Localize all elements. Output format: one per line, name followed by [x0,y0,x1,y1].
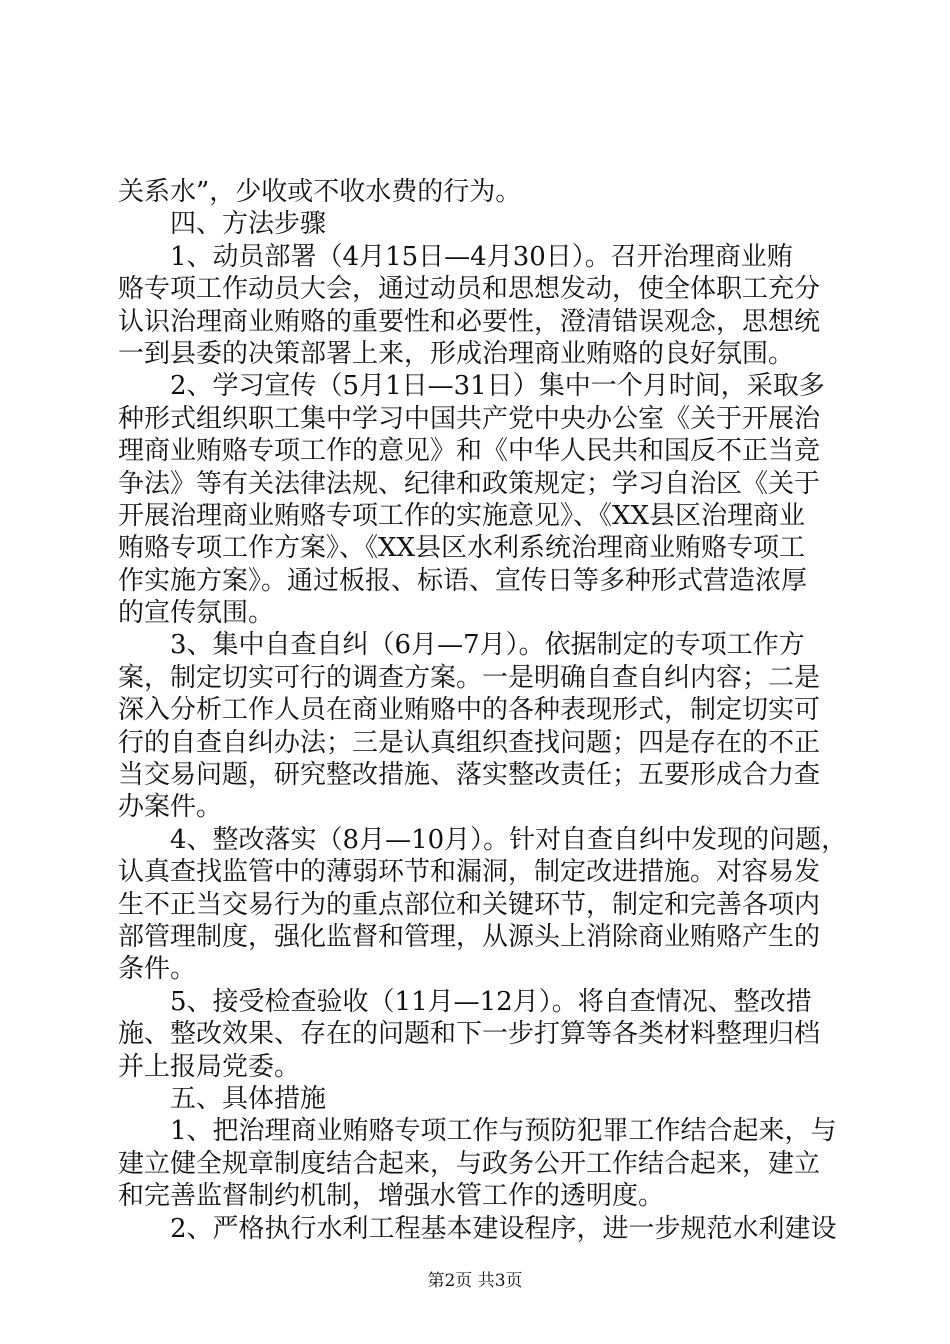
text-line: 案，制定切实可行的调查方案。一是明确自查自纠内容；二是 [118,662,821,693]
text-line: 5、接受检查验收（11月—12月）。将自查情况、整改措 [170,986,812,1017]
text-line: 的宣传氛围。 [118,598,275,629]
text-line: 开展治理商业贿赂专项工作的实施意见》、《XX县区治理商业 [118,500,806,531]
text-line: 种形式组织职工集中学习中国共产党中央办公室《关于开展治 [118,403,821,434]
text-line: 1、把治理商业贿赂专项工作与预防犯罪工作结合起来，与 [170,1116,837,1147]
text-line: 办案件。 [118,792,223,823]
text-line: 认真查找监管中的薄弱环节和漏洞，制定改进措施。对容易发 [118,857,821,888]
text-line: 一到县委的决策部署上来，形成治理商业贿赂的良好氛围。 [118,338,795,369]
text-line: 并上报局党委。 [118,1051,301,1082]
text-line: 3、集中自查自纠（6月—7月）。依据制定的专项工作方 [170,630,805,661]
text-line: 争法》等有关法律法规、纪律和政策规定；学习自治区《关于 [118,468,821,499]
text-line: 深入分析工作人员在商业贿赂中的各种表现形式，制定切实可 [118,695,821,726]
text-line: 理商业贿赂专项工作的意见》和《中华人民共和国反不正当竞 [118,436,821,467]
text-line: 行的自查自纠办法；三是认真组织查找问题；四是存在的不正 [118,727,821,758]
text-line: 认识治理商业贿赂的重要性和必要性，澄清错误观念，思想统 [118,306,821,337]
text-line: 2、严格执行水利工程基本建设程序，进一步规范水利建设 [170,1213,837,1244]
text-line: 4、整改落实（8月—10月）。针对自查自纠中发现的问题， [170,824,848,855]
text-line: 建立健全规章制度结合起来，与政务公开工作结合起来，建立 [118,1148,821,1179]
text-line: 条件。 [118,954,197,985]
page-footer: 第2页 共3页 [427,1271,523,1291]
text-line: 关系水”，少收或不收水费的行为。 [118,177,522,207]
document-body [118,176,848,1245]
text-line: 贿赂专项工作方案》、《XX县区水利系统治理商业贿赂专项工 [118,533,806,564]
text-line: 赂专项工作动员大会，通过动员和思想发动，使全体职工充分 [118,274,821,305]
text-line: 1、动员部署（4月15日—4月30日）。召开治理商业贿 [170,241,793,272]
text-line: 四、方法步骤 [170,209,327,240]
text-line: 作实施方案》。通过板报、标语、宣传日等多种形式营造浓厚 [118,565,808,596]
text-line: 生不正当交易行为的重点部位和关键环节，制定和完善各项内 [118,889,821,920]
text-line: 2、学习宣传（5月1日—31日）集中一个月时间，采取多 [170,371,825,402]
text-line: 施、整改效果、存在的问题和下一步打算等各类材料整理归档 [118,1019,821,1050]
text-line: 部管理制度，强化监督和管理，从源头上消除商业贿赂产生的 [118,921,821,952]
text-line: 五、具体措施 [170,1083,327,1114]
text-line: 和完善监督制约机制，增强水管工作的透明度。 [118,1181,665,1212]
text-line: 当交易问题，研究整改措施、落实整改责任；五要形成合力查 [118,760,821,791]
